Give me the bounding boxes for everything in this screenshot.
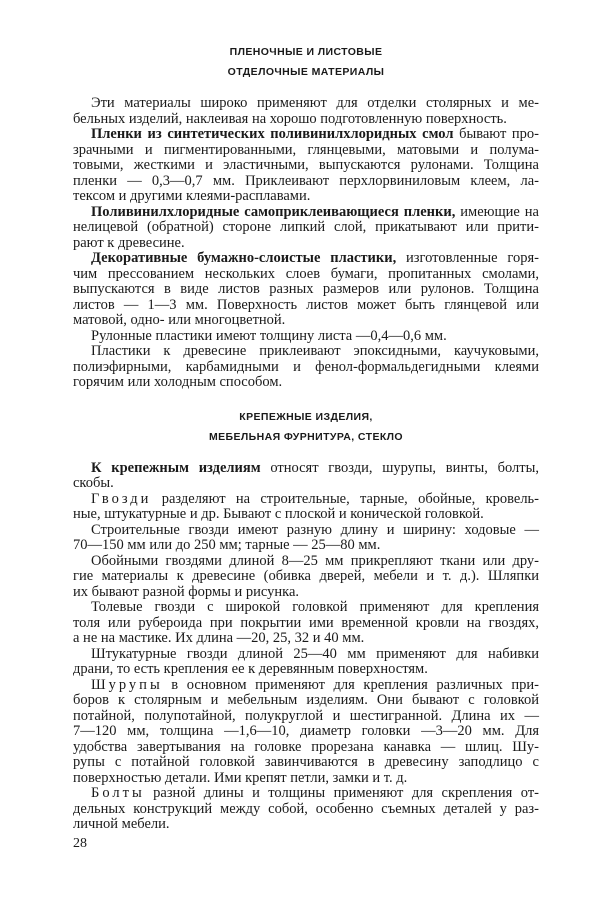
paragraph [73, 492, 539, 523]
text-line [73, 461, 539, 477]
line-text: выпускаются в виде листов разных размеров или рулонов. Толщина [73, 281, 539, 297]
paragraph [73, 344, 539, 391]
text-line [73, 158, 539, 174]
line-text: Толевые гвозди с широкой головкой применяют для крепления [91, 599, 539, 615]
line-text: драни, то есть крепления ее к деревянным поверхностям. [73, 661, 428, 677]
text-line [73, 786, 539, 802]
line-text: гие материалы к древесине (обивка дверей, мебели и т. д.). Шляпки [73, 568, 539, 584]
line-text: чим прессованием нескольких слоев бумаги, пропитанных смолами, [73, 265, 539, 282]
line-text: пленки — 0,3—0,7 мм. Приклеивают перхлорвиниловым клеем, ла- [73, 172, 539, 189]
paragraph [73, 600, 539, 647]
text-line [73, 267, 539, 283]
section [73, 407, 539, 833]
text-line [73, 724, 539, 740]
text-line [73, 236, 539, 252]
line-text: ные, штукатурные и др. Бывают с плоской и конической головкой. [73, 506, 484, 522]
line-text: товыми, жесткими и эластичными, выпускаются рулонами. Толщина [73, 157, 539, 173]
text-line [73, 282, 539, 298]
text-line [73, 631, 539, 647]
line-text: изготовленные горя- [396, 250, 539, 266]
paragraph [73, 461, 539, 492]
text-line [73, 476, 539, 492]
paragraph-lead-term: Поливинилхлоридные самоприклеивающиеся пленки, [91, 203, 456, 220]
page-number: 28 [73, 836, 87, 851]
text-line [73, 251, 539, 267]
paragraph [73, 786, 539, 833]
line-text: боров к столярным и мебельным изделиям. Они бывают с головкой [73, 692, 539, 708]
section-heading: МЕБЕЛЬНАЯ ФУРНИТУРА, СТЕКЛО [209, 430, 403, 443]
paragraph-lead-term: Декоративные бумажно-слоистые пластики, [91, 250, 397, 266]
text-line [73, 127, 539, 143]
text-line [73, 523, 539, 539]
text-line [73, 616, 539, 632]
section-heading: ОТДЕЛОЧНЫЕ МАТЕРИАЛЫ [227, 66, 385, 78]
line-text: листов — 1—3 мм. Поверхность листов может быть глянцевой или [73, 296, 539, 313]
text-line [73, 220, 539, 236]
text-line [73, 740, 539, 756]
paragraph-lead-term: Болты [91, 785, 145, 801]
text-line [73, 538, 539, 554]
text-line [73, 298, 539, 314]
text-line [73, 662, 539, 678]
text-line [73, 360, 539, 376]
paragraph [73, 251, 539, 329]
line-text: 7—120 мм, толщина —1,6—10, диаметр головки —3—20 мм. Для [73, 723, 539, 739]
text-line [73, 569, 539, 585]
line-text: дельных конструкций между собой, особенно съемных деталей у раз- [73, 800, 539, 817]
line-text: а не на мастике. Их длина —20, 25, 32 и 40 мм. [73, 630, 365, 646]
text-line [73, 678, 539, 694]
section-body [73, 461, 539, 833]
paragraph [73, 554, 539, 601]
line-text: Обойными гвоздями длиной 8—25 мм прикрепляют ткани или дру- [91, 552, 539, 569]
line-text: Штукатурные гвозди длиной 25—40 мм применяют для набивки [91, 645, 539, 662]
paragraph [73, 523, 539, 554]
text-line [73, 174, 539, 190]
text-line [73, 585, 539, 601]
paragraph [73, 205, 539, 252]
section-heading: КРЕПЕЖНЫЕ ИЗДЕЛИЯ, [239, 410, 373, 423]
text-line [73, 112, 539, 128]
book-page [73, 0, 539, 833]
line-text: тексом и другими клеями-расплавами. [73, 188, 311, 204]
line-text: Строительные гвозди имеют разную длину и ширину: ходовые — [91, 521, 539, 538]
paragraph [73, 329, 539, 345]
paragraph-lead-term: Гвозди [91, 490, 152, 507]
text-line [73, 771, 539, 787]
line-text: матовой, одно- или многоцветной. [73, 312, 286, 328]
line-text: поверхностью детали. Ими крепят петли, замки и т. д. [73, 769, 408, 786]
line-text: Рулонные пластики имеют толщину листа —0,4—0,6 мм. [91, 327, 447, 344]
text-line [73, 554, 539, 570]
line-text: толя или рубероида при покрытии ими временной кровли на гвоздях, [73, 614, 539, 631]
text-line [73, 313, 539, 329]
line-text: потайной, полупотайной, полукруглой и шестигранной. Длина их — [73, 707, 539, 724]
text-line [73, 600, 539, 616]
text-line [73, 492, 539, 508]
text-line [73, 817, 539, 833]
line-text: рупы с потайной головкой завинчиваются в древесину заподлицо с [73, 754, 539, 770]
text-line [73, 693, 539, 709]
text-line [73, 329, 539, 345]
line-text: Эти материалы широко применяют для отделки столярных и ме- [91, 95, 539, 111]
line-text: разделяют на строительные, тарные, обойные, кровель- [151, 490, 539, 507]
text-line [73, 143, 539, 159]
text-line [73, 802, 539, 818]
paragraph [73, 127, 539, 205]
line-text: личной мебели. [73, 816, 170, 832]
paragraph [73, 96, 539, 127]
section-heading: ПЛЕНОЧНЫЕ И ЛИСТОВЫЕ [229, 46, 383, 58]
line-text: полиэфирными, карбамидными и фенол-формальдегидными клеями [73, 358, 539, 375]
line-text: 70—150 мм или до 250 мм; тарные — 25—80 мм. [73, 537, 381, 553]
line-text: горячим или холодным способом. [73, 374, 283, 390]
line-text: рают к древесине. [73, 234, 185, 251]
paragraph-lead-term: Шурупы [91, 676, 163, 693]
paragraph-lead-term: К крепежным изделиям [91, 459, 261, 476]
line-text: их бывают разной формы и рисунка. [73, 583, 300, 600]
line-text: разной длины и толщины применяют для скрепления от- [144, 785, 539, 801]
line-text: имеющие на [455, 203, 539, 220]
line-text: бельных изделий, наклеивая на хорошо подготовленную поверхность. [73, 110, 507, 127]
line-text: в основном применяют для крепления различных при- [162, 676, 539, 693]
text-line [73, 189, 539, 205]
line-text: бывают про- [453, 126, 539, 142]
text-line [73, 344, 539, 360]
line-text: скобы. [73, 475, 114, 491]
line-text: относят гвозди, шурупы, винты, болты, [260, 459, 539, 476]
paragraph-lead-term: Пленки из синтетических поливинилхлоридных смол [91, 126, 454, 142]
line-text: Пластики к древесине приклеивают эпоксидными, каучуковыми, [91, 343, 539, 359]
section-body [73, 96, 539, 391]
text-line [73, 205, 539, 221]
text-line [73, 647, 539, 663]
text-line [73, 96, 539, 112]
section [73, 42, 539, 391]
text-line [73, 755, 539, 771]
paragraph [73, 678, 539, 787]
text-line [73, 709, 539, 725]
line-text: зрачными и пигментированными, глянцевыми, матовыми и полума- [73, 141, 539, 158]
line-text: удобства завертывания на головке прорезана канавка — шлиц. Шу- [73, 738, 539, 755]
text-line [73, 507, 539, 523]
text-line [73, 375, 539, 391]
paragraph [73, 647, 539, 678]
line-text: нелицевой (обратной) стороне липкий слой, прикатывают или прити- [73, 219, 539, 235]
